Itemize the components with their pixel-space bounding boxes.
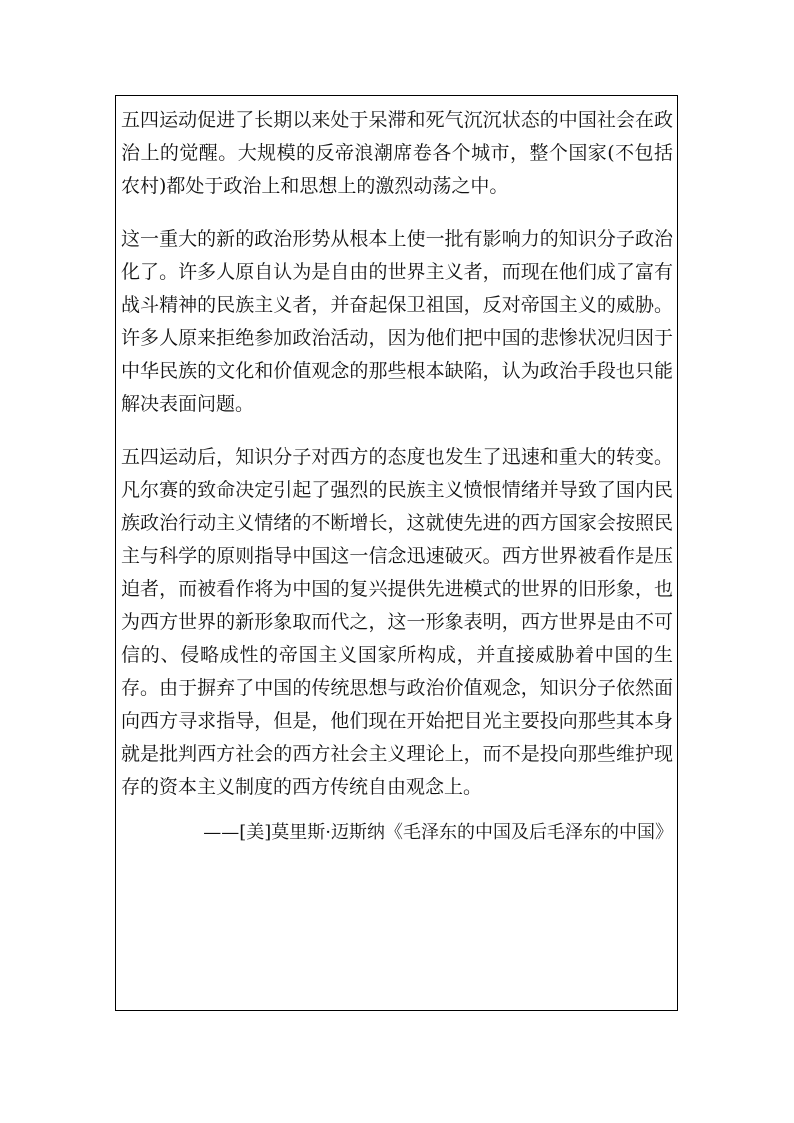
quote-box [115,95,678,1011]
paragraph-3: 五四运动后，知识分子对西方的态度也发生了迅速和重大的转变。凡尔赛的致命决定引起了强烈的民族主义愤恨情绪并导致了国内民族政治行动主义情绪的不断增长，这就使先进的西方国家会按照民主与科学的原则指导中国这一信念迅速破灭。西方世界被看作是压迫者，而被看作将为中国的复兴提供先进模式的世界的旧形象，也为西方世界的新形象取而代之，这一形象表明，西方世界是由不可信的、侵略成性的帝国主义国家所构成，并直接威胁着中国的生存。由于摒弃了中国的传统思想与政治价值观念，知识分子依然面向西方寻求指导，但是，他们现在开始把目光主要投向那些其本身就是批判西方社会的西方社会主义理论上，而不是投向那些维护现存的资本主义制度的西方传统自由观念上。 [121,446,673,798]
paragraph-1: 五四运动促进了长期以来处于呆滞和死气沉沉状态的中国社会在政治上的觉醒。大规模的反帝浪潮席卷各个城市，整个国家(不包括农村)都处于政治上和思想上的激烈动荡之中。 [121,109,673,197]
paragraph-2: 这一重大的新的政治形势从根本上使一批有影响力的知识分子政治化了。许多人原自认为是自由的世界主义者，而现在他们成了富有战斗精神的民族主义者，并奋起保卫祖国，反对帝国主义的威胁。许多人原来拒绝参加政治活动，因为他们把中国的悲惨状况归因于中华民族的文化和价值观念的那些根本缺陷，认为政治手段也只能解决表面问题。 [121,228,673,415]
source-citation: ——[美]莫里斯·迈斯纳《毛泽东的中国及后毛泽东的中国》 [203,822,673,843]
